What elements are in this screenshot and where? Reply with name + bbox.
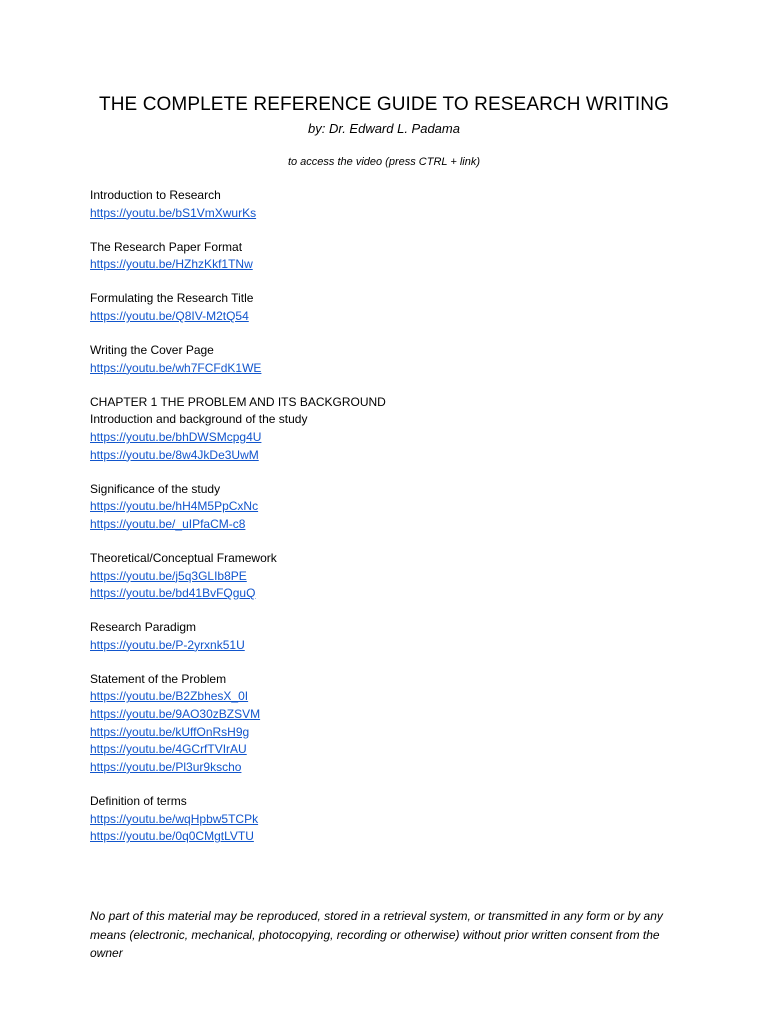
section-heading: Introduction and background of the study xyxy=(90,412,308,427)
video-link[interactable]: https://youtu.be/Q8IV-M2tQ54 xyxy=(90,308,249,323)
video-link[interactable]: https://youtu.be/bd41BvFQguQ xyxy=(90,586,256,601)
video-link[interactable]: https://youtu.be/_uIPfaCM-c8 xyxy=(90,516,246,531)
section xyxy=(90,793,690,846)
video-link[interactable]: https://youtu.be/j5q3GLIb8PE xyxy=(90,568,247,583)
section-heading: The Research Paper Format xyxy=(90,239,243,254)
video-link[interactable]: https://youtu.be/wh7FCFdK1WE xyxy=(90,360,262,375)
video-link[interactable]: https://youtu.be/hH4M5PpCxNc xyxy=(90,499,259,514)
section-heading: CHAPTER 1 THE PROBLEM AND ITS BACKGROUND xyxy=(90,394,386,409)
video-link[interactable]: https://youtu.be/9AO30zBZSVM xyxy=(90,707,261,722)
video-link[interactable]: https://youtu.be/8w4JkDe3UwM xyxy=(90,447,259,462)
video-link[interactable]: https://youtu.be/Pl3ur9kscho xyxy=(90,759,242,774)
document-title: THE COMPLETE REFERENCE GUIDE TO RESEARCH WRITING xyxy=(99,94,669,115)
video-link[interactable]: https://youtu.be/bS1VmXwurKs xyxy=(90,205,257,220)
video-link[interactable]: https://youtu.be/4GCrfTVIrAU xyxy=(90,742,247,757)
video-link[interactable]: https://youtu.be/kUffOnRsH9g xyxy=(90,724,250,739)
section xyxy=(90,671,690,777)
section xyxy=(90,550,690,603)
section-heading: Significance of the study xyxy=(90,481,221,496)
section-heading: Introduction to Research xyxy=(90,188,221,202)
video-link-list xyxy=(90,187,690,862)
section-heading: Writing the Cover Page xyxy=(90,343,214,358)
video-link[interactable]: https://youtu.be/P-2yrxnk51U xyxy=(90,637,245,652)
video-link[interactable]: https://youtu.be/bhDWSMcpg4U xyxy=(90,429,262,444)
video-link[interactable]: https://youtu.be/B2ZbhesX_0I xyxy=(90,689,249,704)
video-link[interactable]: https://youtu.be/0q0CMgtLVTU xyxy=(90,829,254,844)
section-heading: Statement of the Problem xyxy=(90,671,227,686)
section xyxy=(90,239,690,274)
section-heading: Research Paradigm xyxy=(90,620,197,635)
access-note: to access the video (press CTRL + link) xyxy=(287,156,481,168)
document-author: by: Dr. Edward L. Padama xyxy=(308,121,460,136)
section xyxy=(90,619,690,654)
section-heading: Formulating the Research Title xyxy=(90,291,254,306)
section-heading: Theoretical/Conceptual Framework xyxy=(90,550,277,565)
section xyxy=(90,481,690,534)
copyright-notice: No part of this material may be reproduced, stored in a retrieval system, or transmitted in any form or by any means (electronic, mechanical, photocopying, recording or otherwise) without prior written consent from the owner xyxy=(90,909,663,960)
section xyxy=(90,290,690,325)
video-link[interactable]: https://youtu.be/HZhzKkf1TNw xyxy=(90,257,253,272)
section xyxy=(90,394,690,464)
video-link[interactable]: https://youtu.be/wqHpbw5TCPk xyxy=(90,811,259,826)
section xyxy=(90,342,690,377)
section xyxy=(90,187,690,222)
section-heading: Definition of terms xyxy=(90,793,187,808)
